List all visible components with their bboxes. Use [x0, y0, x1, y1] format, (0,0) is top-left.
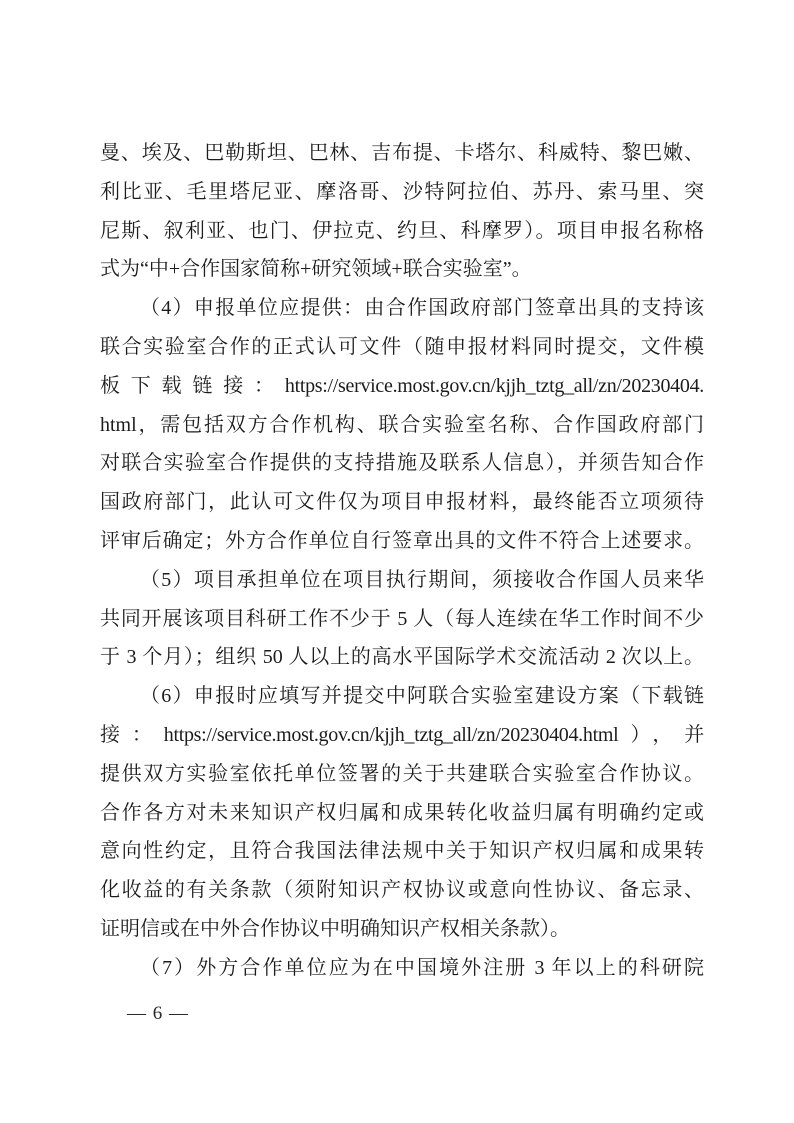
text-line: 提供双方实验室依托单位签署的关于共建联合实验室合作协议。 [100, 762, 704, 785]
text-line: 尼斯、叙利亚、也门、伊拉克、约旦、科摩罗）。项目申报名称格 [100, 219, 704, 242]
text-line: 化收益的有关条款（须附知识产权协议或意向性协议、备忘录、 [100, 879, 704, 902]
text-line: 共同开展该项目科研工作不少于 5 人（每人连续在华工作时间不少 [100, 607, 704, 630]
text-line: 利比亚、毛里塔尼亚、摩洛哥、沙特阿拉伯、苏丹、索马里、突 [100, 180, 704, 203]
text-line: 板下载链接：https://service.most.gov.cn/kjjh_tztg_all/zn/20230404. [100, 374, 704, 397]
text-line: 对联合实验室合作提供的支持措施及联系人信息），并须告知合作 [100, 452, 704, 475]
text-line: （7）外方合作单位应为在中国境外注册 3 年以上的科研院 [140, 956, 704, 979]
text-line: （6）申报时应填写并提交中阿联合实验室建设方案（下载链 [140, 685, 704, 708]
text-line: 国政府部门，此认可文件仅为项目申报材料，最终能否立项须待 [100, 491, 704, 514]
text-line: 评审后确定；外方合作单位自行签章出具的文件不符合上述要求。 [100, 529, 704, 552]
text-line: 意向性约定，且符合我国法律法规中关于知识产权归属和成果转 [100, 840, 704, 863]
text-line: 接：https://service.most.gov.cn/kjjh_tztg_all/zn/20230404.html），并 [100, 723, 704, 746]
text-line: 合作各方对未来知识产权归属和成果转化收益归属有明确约定或 [100, 801, 704, 824]
text-line: 式为“中+合作国家简称+研究领域+联合实验室”。 [100, 258, 532, 281]
text-line: （5）项目承担单位在项目执行期间，须接收合作国人员来华 [140, 568, 704, 591]
text-line: 联合实验室合作的正式认可文件（随申报材料同时提交，文件模 [100, 335, 704, 358]
text-line: 证明信或在中外合作协议中明确知识产权相关条款）。 [100, 917, 570, 940]
page-number: — 6 — [127, 1003, 189, 1024]
text-line: （4）申报单位应提供：由合作国政府部门签章出具的支持该 [140, 297, 704, 320]
text-line: 于 3 个月）；组织 50 人以上的高水平国际学术交流活动 2 次以上。 [100, 646, 704, 669]
text-line: html，需包括双方合作机构、联合实验室名称、合作国政府部门 [100, 413, 704, 436]
document-body [100, 134, 704, 988]
text-line: 曼、埃及、巴勒斯坦、巴林、吉布提、卡塔尔、科威特、黎巴嫩、 [100, 142, 704, 164]
